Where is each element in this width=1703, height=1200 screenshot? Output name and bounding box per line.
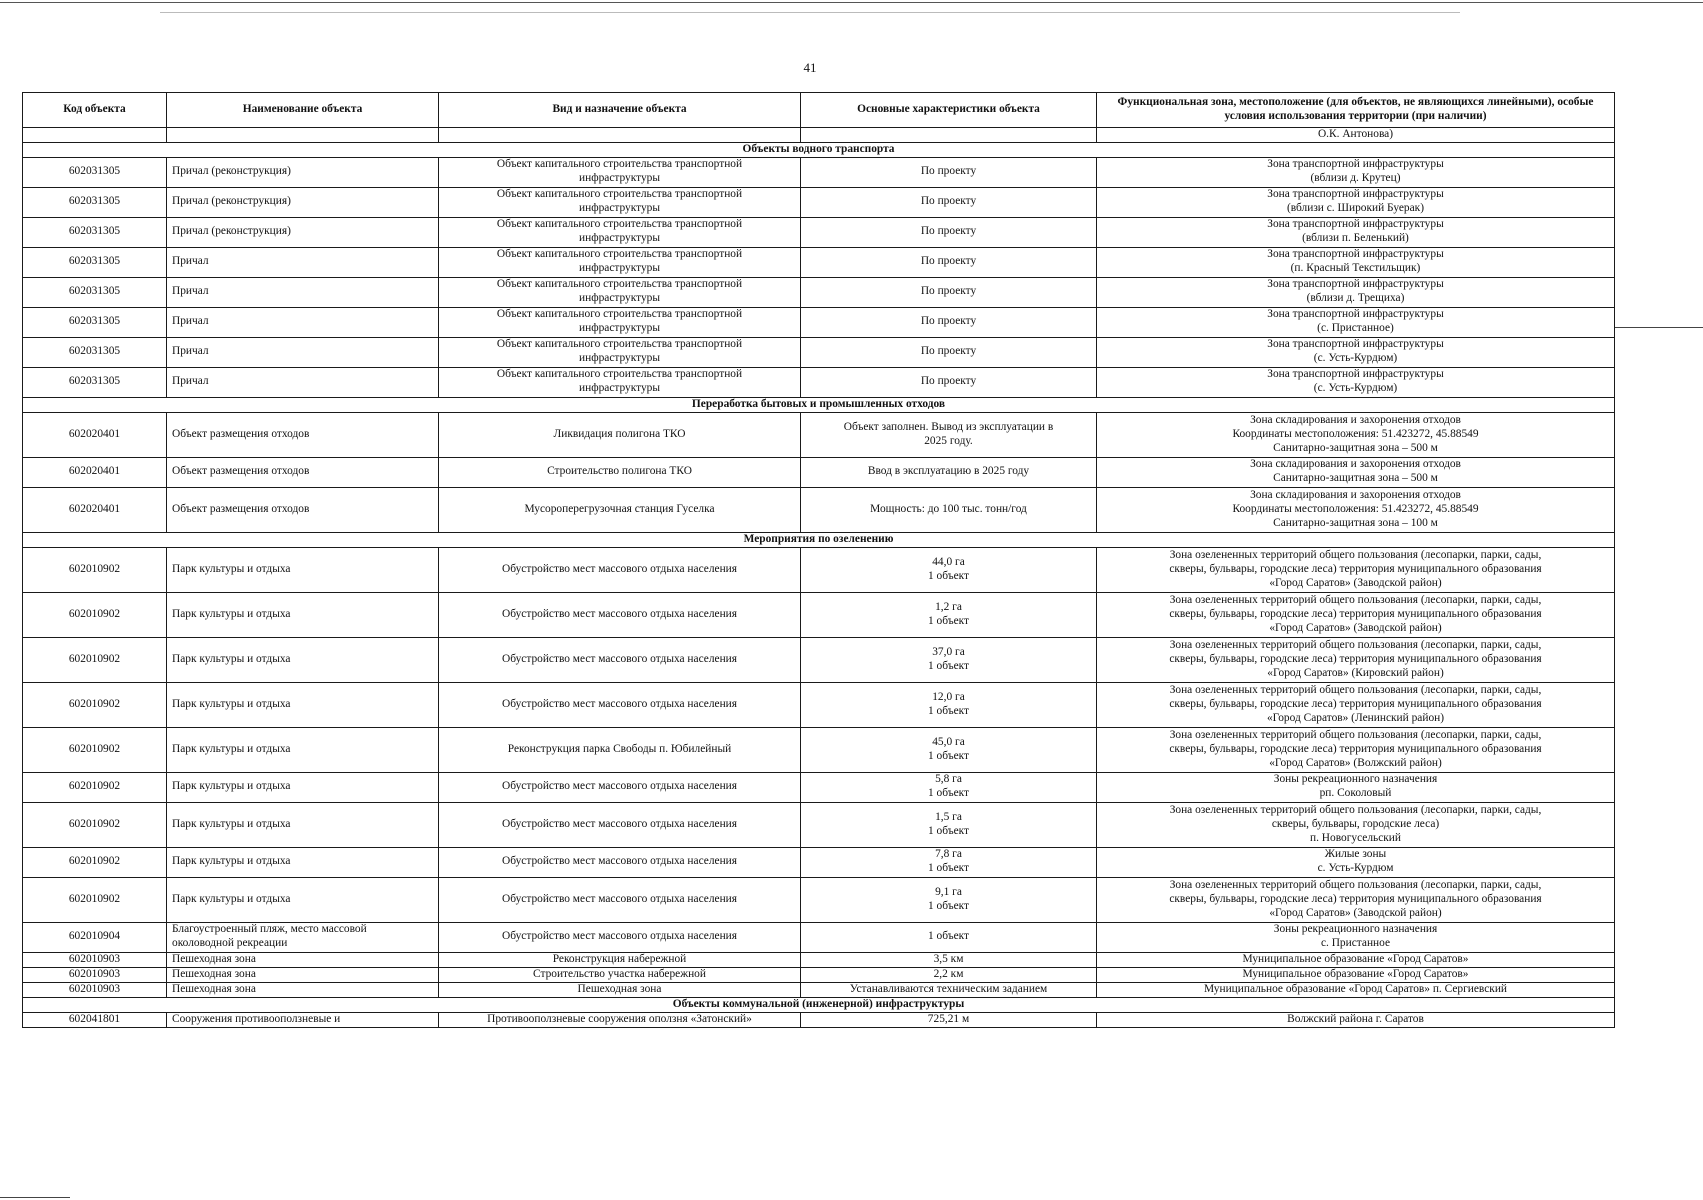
cell-characteristics: По проекту (801, 247, 1097, 277)
cell-characteristics: 2,2 км (801, 967, 1097, 982)
cell-zone: Муниципальное образование «Город Саратов» п. Сергиевский (1097, 982, 1615, 997)
cell-zone: Зона складирования и захоронения отходов Координаты местоположения: 51.423272, 45.88549 Санитарно-защитная зона – 100 м (1097, 487, 1615, 532)
cell-name: Парк культуры и отдыха (167, 847, 439, 877)
header-zone: Функциональная зона, местоположение (для объектов, не являющихся линейными), особые условия использования территории (при наличии) (1097, 93, 1615, 128)
cell-code: 602010902 (23, 877, 167, 922)
table-row (23, 307, 1615, 337)
cell-zone: Зона транспортной инфраструктуры (вблизи с. Широкий Буерак) (1097, 187, 1615, 217)
cell-characteristics: По проекту (801, 187, 1097, 217)
cell-zone: Зона транспортной инфраструктуры (п. Красный Текстильщик) (1097, 247, 1615, 277)
section-row (23, 532, 1615, 547)
cell-purpose: Обустройство мест массового отдыха населения (439, 802, 801, 847)
cell-purpose: Обустройство мест массового отдыха населения (439, 592, 801, 637)
cell-zone: Зоны рекреационного назначения рп. Соколовый (1097, 772, 1615, 802)
cell-code: 602010902 (23, 547, 167, 592)
cell-code: 602020401 (23, 457, 167, 487)
cell-name: Парк культуры и отдыха (167, 682, 439, 727)
scan-line-top (0, 2, 1703, 3)
cell-characteristics: 9,1 га 1 объект (801, 877, 1097, 922)
cell-code: 602010903 (23, 982, 167, 997)
cell-purpose (439, 128, 801, 143)
cell-code: 602010902 (23, 772, 167, 802)
cell-purpose: Пешеходная зона (439, 982, 801, 997)
cell-zone: Зоны рекреационного назначения с. Пристанное (1097, 922, 1615, 952)
cell-name: Пешеходная зона (167, 952, 439, 967)
cell-zone: Зона озелененных территорий общего пользования (лесопарки, парки, сады, скверы, бульвары, городские леса) территория муниципального образования «Город Саратов» (Ленинский район) (1097, 682, 1615, 727)
cell-zone: Зона транспортной инфраструктуры (вблизи д. Крутец) (1097, 157, 1615, 187)
cell-code: 602010903 (23, 967, 167, 982)
cell-purpose: Обустройство мест массового отдыха населения (439, 547, 801, 592)
table-row (23, 547, 1615, 592)
section-title: Объекты коммунальной (инженерной) инфраструктуры (23, 997, 1615, 1012)
table-row (23, 952, 1615, 967)
header-name: Наименование объекта (167, 93, 439, 128)
cell-name: Объект размещения отходов (167, 487, 439, 532)
cell-code: 602010902 (23, 682, 167, 727)
cell-code: 602031305 (23, 187, 167, 217)
cell-purpose: Объект капитального строительства транспортной инфраструктуры (439, 337, 801, 367)
table-header-row (23, 93, 1615, 128)
cell-purpose: Реконструкция набережной (439, 952, 801, 967)
cell-zone: Зона транспортной инфраструктуры (вблизи д. Трещиха) (1097, 277, 1615, 307)
cell-purpose: Объект капитального строительства транспортной инфраструктуры (439, 367, 801, 397)
cell-name: Причал (167, 337, 439, 367)
cell-characteristics: 5,8 га 1 объект (801, 772, 1097, 802)
cell-zone: Зона складирования и захоронения отходов Координаты местоположения: 51.423272, 45.88549 Санитарно-защитная зона – 500 м (1097, 412, 1615, 457)
cell-purpose: Реконструкция парка Свободы п. Юбилейный (439, 727, 801, 772)
header-code: Код объекта (23, 93, 167, 128)
table-row (23, 277, 1615, 307)
cell-purpose: Объект капитального строительства транспортной инфраструктуры (439, 187, 801, 217)
cell-name: Парк культуры и отдыха (167, 547, 439, 592)
table-row (23, 877, 1615, 922)
cell-code: 602010903 (23, 952, 167, 967)
table-row (23, 217, 1615, 247)
cell-zone: Зона складирования и захоронения отходов Санитарно-защитная зона – 500 м (1097, 457, 1615, 487)
cell-characteristics: По проекту (801, 157, 1097, 187)
table-row (23, 592, 1615, 637)
cell-code: 602010902 (23, 847, 167, 877)
table-row (23, 847, 1615, 877)
cell-purpose: Объект капитального строительства транспортной инфраструктуры (439, 247, 801, 277)
cell-zone: Зона транспортной инфраструктуры (с. Пристанное) (1097, 307, 1615, 337)
cell-purpose: Обустройство мест массового отдыха населения (439, 682, 801, 727)
table-row (23, 457, 1615, 487)
cell-characteristics: 12,0 га 1 объект (801, 682, 1097, 727)
table-row (23, 982, 1615, 997)
cell-zone: Волжский района г. Саратов (1097, 1012, 1615, 1027)
cell-characteristics: 1,2 га 1 объект (801, 592, 1097, 637)
table-row (23, 967, 1615, 982)
cell-code: 602031305 (23, 367, 167, 397)
cell-purpose: Ликвидация полигона ТКО (439, 412, 801, 457)
cell-name: Благоустроенный пляж, место массовой околоводной рекреации (167, 922, 439, 952)
cell-code: 602020401 (23, 412, 167, 457)
table-row (23, 247, 1615, 277)
cell-characteristics: 725,21 м (801, 1012, 1097, 1027)
cell-characteristics: 44,0 га 1 объект (801, 547, 1097, 592)
section-row (23, 997, 1615, 1012)
cell-characteristics: 45,0 га 1 объект (801, 727, 1097, 772)
cell-name: Причал (167, 307, 439, 337)
cell-purpose: Обустройство мест массового отдыха населения (439, 847, 801, 877)
cell-name: Пешеходная зона (167, 967, 439, 982)
cell-code: 602031305 (23, 307, 167, 337)
cell-name: Парк культуры и отдыха (167, 772, 439, 802)
cell-name: Причал (167, 247, 439, 277)
table-row (23, 337, 1615, 367)
cell-purpose: Объект капитального строительства транспортной инфраструктуры (439, 277, 801, 307)
cell-name: Парк культуры и отдыха (167, 802, 439, 847)
objects-table (22, 92, 1615, 1028)
header-characteristics: Основные характеристики объекта (801, 93, 1097, 128)
cell-code: 602010902 (23, 727, 167, 772)
cell-purpose: Объект капитального строительства транспортной инфраструктуры (439, 307, 801, 337)
cell-characteristics: 1,5 га 1 объект (801, 802, 1097, 847)
cell-characteristics: 1 объект (801, 922, 1097, 952)
header-purpose: Вид и назначение объекта (439, 93, 801, 128)
cell-characteristics: По проекту (801, 337, 1097, 367)
section-row (23, 142, 1615, 157)
cell-code: 602031305 (23, 247, 167, 277)
cell-characteristics: 3,5 км (801, 952, 1097, 967)
table-row (23, 922, 1615, 952)
cell-characteristics: Устанавливаются техническим заданием (801, 982, 1097, 997)
scan-line-top-dash (160, 12, 1460, 13)
cell-name: Причал (167, 367, 439, 397)
cell-purpose: Мусороперегрузочная станция Гуселка (439, 487, 801, 532)
cell-name: Сооружения противооползневые и (167, 1012, 439, 1027)
cell-name: Причал (167, 277, 439, 307)
table-row (23, 367, 1615, 397)
table-row (23, 187, 1615, 217)
cell-code: 602031305 (23, 337, 167, 367)
section-title: Переработка бытовых и промышленных отходов (23, 397, 1615, 412)
cell-characteristics: По проекту (801, 277, 1097, 307)
cell-zone: Жилые зоны с. Усть-Курдюм (1097, 847, 1615, 877)
cell-name: Причал (реконструкция) (167, 217, 439, 247)
cell-characteristics: Объект заполнен. Вывод из эксплуатации в 2025 году. (801, 412, 1097, 457)
cell-name: Объект размещения отходов (167, 457, 439, 487)
cell-characteristics: По проекту (801, 217, 1097, 247)
cell-zone: О.К. Антонова) (1097, 128, 1615, 143)
cell-code: 602010904 (23, 922, 167, 952)
cell-characteristics: По проекту (801, 367, 1097, 397)
cell-purpose: Строительство полигона ТКО (439, 457, 801, 487)
section-title: Объекты водного транспорта (23, 142, 1615, 157)
cell-zone: Зона озелененных территорий общего пользования (лесопарки, парки, сады, скверы, бульвары, городские леса) территория муниципального образования «Город Саратов» (Волжский район) (1097, 727, 1615, 772)
cell-characteristics (801, 128, 1097, 143)
cell-characteristics: Ввод в эксплуатацию в 2025 году (801, 457, 1097, 487)
table-body (23, 128, 1615, 1028)
cell-code: 602031305 (23, 217, 167, 247)
cell-zone: Зона озелененных территорий общего пользования (лесопарки, парки, сады, скверы, бульвары, городские леса) территория муниципального образования «Город Саратов» (Заводской район) (1097, 592, 1615, 637)
table-row (23, 802, 1615, 847)
cell-purpose: Обустройство мест массового отдыха населения (439, 637, 801, 682)
table-row (23, 727, 1615, 772)
cell-purpose: Объект капитального строительства транспортной инфраструктуры (439, 157, 801, 187)
cell-name: Объект размещения отходов (167, 412, 439, 457)
cell-purpose: Строительство участка набережной (439, 967, 801, 982)
scan-line-bottom-left (0, 1197, 70, 1198)
cell-zone: Зона озелененных территорий общего пользования (лесопарки, парки, сады, скверы, бульвары, городские леса) п. Новогусельский (1097, 802, 1615, 847)
cell-name: Причал (реконструкция) (167, 157, 439, 187)
page-number: 41 (803, 60, 817, 75)
cell-purpose: Противооползневые сооружения оползня «Затонский» (439, 1012, 801, 1027)
cell-purpose: Обустройство мест массового отдыха населения (439, 877, 801, 922)
scan-line-right (1614, 327, 1703, 328)
cell-zone: Зона транспортной инфраструктуры (с. Усть-Курдюм) (1097, 367, 1615, 397)
continuation-row (23, 128, 1615, 143)
table-row (23, 412, 1615, 457)
cell-zone: Зона озелененных территорий общего пользования (лесопарки, парки, сады, скверы, бульвары, городские леса) территория муниципального образования «Город Саратов» (Заводской район) (1097, 877, 1615, 922)
cell-zone: Муниципальное образование «Город Саратов» (1097, 967, 1615, 982)
cell-code: 602010902 (23, 637, 167, 682)
cell-code: 602031305 (23, 277, 167, 307)
cell-name: Пешеходная зона (167, 982, 439, 997)
cell-zone: Зона озелененных территорий общего пользования (лесопарки, парки, сады, скверы, бульвары, городские леса) территория муниципального образования «Город Саратов» (Заводской район) (1097, 547, 1615, 592)
cell-characteristics: По проекту (801, 307, 1097, 337)
cell-zone: Зона транспортной инфраструктуры (вблизи п. Беленький) (1097, 217, 1615, 247)
cell-code: 602010902 (23, 592, 167, 637)
cell-purpose: Обустройство мест массового отдыха населения (439, 922, 801, 952)
cell-purpose: Обустройство мест массового отдыха населения (439, 772, 801, 802)
cell-zone: Зона транспортной инфраструктуры (с. Усть-Курдюм) (1097, 337, 1615, 367)
cell-characteristics: 7,8 га 1 объект (801, 847, 1097, 877)
section-title: Мероприятия по озеленению (23, 532, 1615, 547)
cell-code: 602031305 (23, 157, 167, 187)
table-row (23, 157, 1615, 187)
cell-name: Парк культуры и отдыха (167, 637, 439, 682)
cell-characteristics: 37,0 га 1 объект (801, 637, 1097, 682)
cell-name (167, 128, 439, 143)
cell-name: Причал (реконструкция) (167, 187, 439, 217)
cell-zone: Зона озелененных территорий общего пользования (лесопарки, парки, сады, скверы, бульвары, городские леса) территория муниципального образования «Город Саратов» (Кировский район) (1097, 637, 1615, 682)
cell-code: 602041801 (23, 1012, 167, 1027)
cell-code: 602010902 (23, 802, 167, 847)
table-row (23, 772, 1615, 802)
cell-characteristics: Мощность: до 100 тыс. тонн/год (801, 487, 1097, 532)
table-row (23, 487, 1615, 532)
table-row (23, 637, 1615, 682)
cell-purpose: Объект капитального строительства транспортной инфраструктуры (439, 217, 801, 247)
section-row (23, 397, 1615, 412)
cell-zone: Муниципальное образование «Город Саратов» (1097, 952, 1615, 967)
cell-name: Парк культуры и отдыха (167, 727, 439, 772)
table-row (23, 1012, 1615, 1027)
cell-code: 602020401 (23, 487, 167, 532)
table-row (23, 682, 1615, 727)
cell-name: Парк культуры и отдыха (167, 877, 439, 922)
cell-code (23, 128, 167, 143)
cell-name: Парк культуры и отдыха (167, 592, 439, 637)
